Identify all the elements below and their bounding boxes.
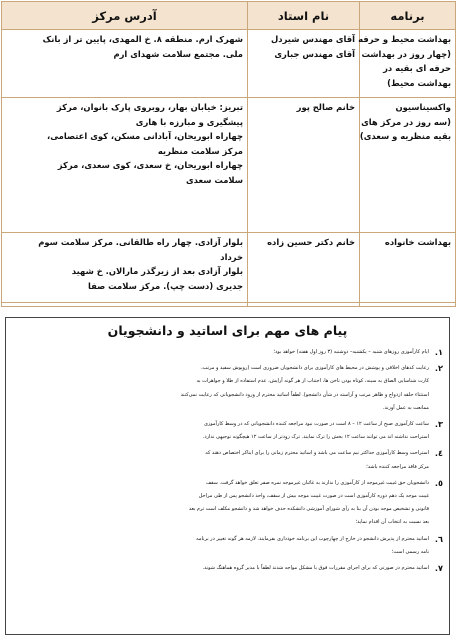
teacher-cell: خانم صالح پور: [248, 98, 360, 233]
list-item: [11, 533, 443, 559]
list-item: [11, 562, 443, 575]
item-number: ٦.: [434, 533, 443, 544]
address-cell: تبریز: خیابان بهار، روبروی پارک بانوان، مرکز پیشگیری و مبارزه با هاری چهاراه ابوریحان، آبادانی مسکن، کوی اعتصامی، مرکز سلامت منظریه چهاراه ابوریحان، خ سعدی، کوی سعدی، مرکز سلامت سعدی: [2, 98, 248, 233]
table-row: [2, 233, 456, 303]
address-cell: بلوار آزادی. چهار راه طالقانی. مرکز سلامت سوم خرداد بلوار آزادی بعد از زیرگذر مارالان. خ شهید جدیری (دست چپ). مرکز سلامت صفا: [2, 233, 248, 303]
item-number: ٧.: [434, 563, 443, 574]
item-number: ١.: [434, 347, 443, 357]
table-row-empty: [2, 303, 456, 307]
list-item: [11, 362, 443, 415]
address-cell: شهرک ارم. منطقه ۸. خ المهدی، پایین تر از بانک ملی. مجتمع سلامت شهدای ارم: [2, 30, 248, 98]
program-cell: بهداشت محیط و حرفه (چهار روز در بهداشت حرفه ای بقیه در بهداشت محیط): [360, 30, 456, 98]
item-number: ٥.: [434, 477, 443, 488]
teacher-cell: خانم دکتر حسین زاده: [248, 233, 360, 303]
empty-cell: [360, 303, 456, 307]
item-text: اساتید محترم از پذیرش دانشجو در خارج از چهارچوب این برنامه خودداری بفرمایند. لازمه هر گونه تغییر در برنامه نامه رسمی است؛: [196, 535, 429, 555]
item-text: دانشجویان حق غیبت غیرموجه از کارآموزی را ندارند به غائبان غیرموجه نمره صفر تعلق خواهد گرفت. سقف غیبت موجه یک دهم دوره کارآموزی است در صورت غیبت موجه بیش از سقف، واحد دانشجو پس از طی مراحل قانونی و تشخیص موجه بودن آن بنا به رأی شورای آموزشی دانشکده حذف خواهد شد و دانشجو مکلف است ترم بعد بعد نسبت به انتخاب آن اقدام نماید؛: [188, 479, 429, 526]
empty-cell: [248, 303, 360, 307]
table-row: [2, 30, 456, 98]
list-item: [11, 447, 443, 473]
table-row: [2, 98, 456, 233]
schedule-table: [1, 1, 456, 307]
item-text: استراحت وسط کارآموزی حداکثر نیم ساعت می باشد و اساتید محترم زمانی را برای ایناکر اختصاص دهند که مرکز فاقد مراجعه کننده باشد؛: [205, 450, 429, 470]
list-item: [11, 418, 443, 444]
list-item: [11, 477, 443, 530]
header-program: برنامه: [360, 2, 456, 30]
empty-cell: [2, 303, 248, 307]
program-cell: بهداشت خانواده: [360, 233, 456, 303]
item-text: ایام کارآموزی روزهای شنبه – یکشنبه– دوشنبه (۳ روز اول هفته) خواهد بود؛: [273, 349, 429, 355]
item-text: اساتید محترم در صورتی که برای اجرای مقررات فوق با مشکل مواجه شدند لطفاً با مدیر گروه هماهنگ شوند.: [202, 565, 429, 572]
header-address: آدرس مرکز: [2, 2, 248, 30]
messages-box: [5, 317, 450, 635]
item-text: ساعت کارآموزی صبح از ساعت ۱۲ – ۸ است در صورت نبود مراجعه کننده دانشجویانی که در وسط کارآموزی استراحت نداشته اند می توانند ساعت ۱۲ بخش را ترک نمایند. ترک زودتر از ساعت ۱۲ هیچگونه توجیهی ندارد.: [202, 421, 429, 441]
item-text: رعایت کدهای اخلاقی و پوشش در محیط های کارآموزی برای دانشجویان ضروری است (روپوش سفید و مرتب، کارت شناسایی الصاق به سینه، کوتاه بودن ناخن ها، اجتناب از هر گونه آرایش، عدم استفاده از طلا و جواهرات به استثناء حلقه ازدواج و ظاهر مرتب و آراسته در شأن دانشجو). لطفاً اساتید محترم از ورود دانشجویانی که رعایت نمی‌کنند ممانعت به عمل آورند.: [180, 365, 429, 411]
item-number: ٣.: [434, 419, 443, 430]
list-item: [11, 346, 443, 359]
teacher-cell: آقای مهندس شیردل آقای مهندس جباری: [248, 30, 360, 98]
messages-list: [11, 346, 443, 578]
program-cell: واکسیناسیون (سه روز در مرکز های بقیه منظریه و سعدی): [360, 98, 456, 233]
header-teacher: نام استاد: [248, 2, 360, 30]
item-number: ٢.: [434, 363, 443, 374]
table-header-row: [2, 2, 456, 30]
messages-title: پیام های مهم برای اساتید و دانشجویان: [107, 323, 348, 338]
item-number: ٤.: [434, 448, 443, 459]
